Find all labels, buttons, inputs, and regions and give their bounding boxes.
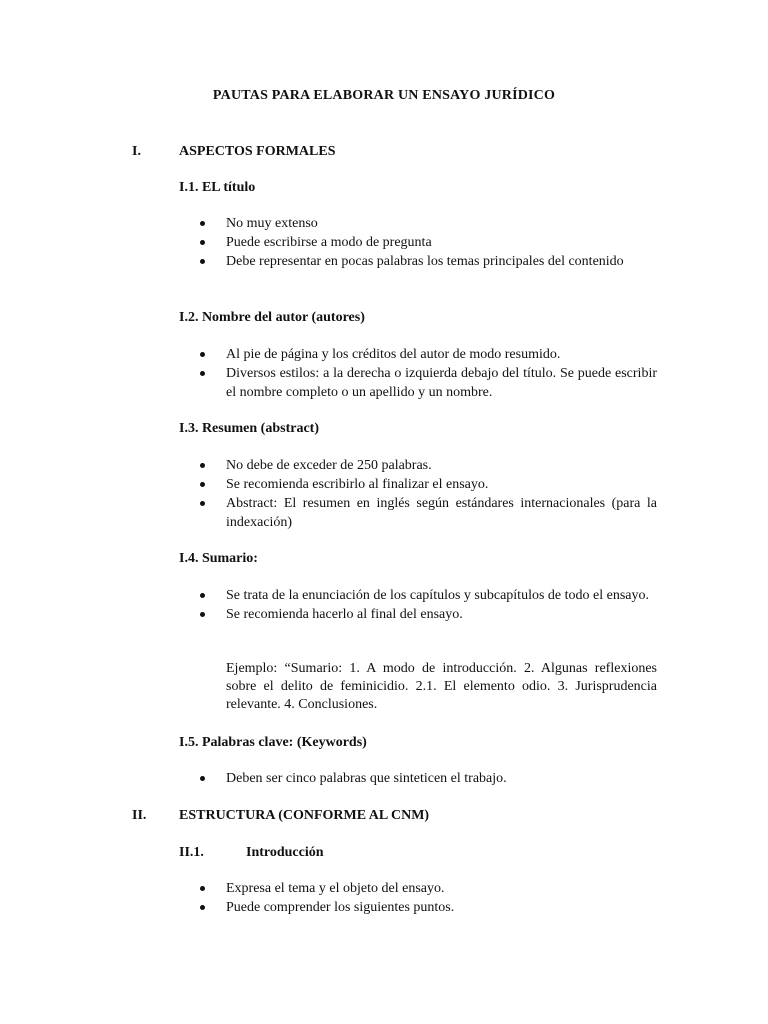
- document-title: PAUTAS PARA ELABORAR UN ENSAYO JURÍDICO: [212, 88, 556, 103]
- subsection-heading: I.4. Sumario:: [179, 551, 258, 566]
- bullet-icon: [200, 463, 205, 468]
- subsection-heading: Introducción: [246, 845, 324, 860]
- subsection-number: II.1.: [179, 845, 204, 860]
- bullet-icon: [200, 259, 205, 264]
- bullet-list: [200, 879, 657, 917]
- section-title: ESTRUCTURA (CONFORME AL CNM): [179, 808, 430, 823]
- subsection-heading: I.2. Nombre del autor (autores): [179, 310, 365, 325]
- bullet-list: [200, 345, 657, 402]
- list-item: Puede escribirse a modo de pregunta: [200, 233, 657, 252]
- bullet-list: [200, 769, 657, 788]
- subsection-heading: I.5. Palabras clave: (Keywords): [179, 735, 367, 750]
- bullet-icon: [200, 776, 205, 781]
- subsection-heading: I.3. Resumen (abstract): [179, 421, 319, 436]
- list-item: No muy extenso: [200, 214, 657, 233]
- list-item: Al pie de página y los créditos del autor de modo resumido.: [200, 345, 657, 364]
- bullet-icon: [200, 221, 205, 226]
- list-item: Abstract: El resumen en inglés según estándares internacionales (para la indexación): [200, 494, 657, 532]
- section-number: II.: [132, 808, 147, 823]
- list-item: Debe representar en pocas palabras los temas principales del contenido: [200, 252, 657, 271]
- bullet-icon: [200, 371, 205, 376]
- bullet-icon: [200, 886, 205, 891]
- list-item: Expresa el tema y el objeto del ensayo.: [200, 879, 657, 898]
- list-item: Se trata de la enunciación de los capítulos y subcapítulos de todo el ensayo.: [200, 586, 657, 605]
- list-item: Diversos estilos: a la derecha o izquierda debajo del título. Se puede escribir el nombre completo o un apellido y un nombre.: [200, 364, 657, 402]
- bullet-list: [200, 456, 657, 532]
- bullet-icon: [200, 612, 205, 617]
- subsection-heading: I.1. EL título: [179, 180, 256, 195]
- list-item: Se recomienda escribirlo al finalizar el ensayo.: [200, 475, 657, 494]
- list-item: Puede comprender los siguientes puntos.: [200, 898, 657, 917]
- example-paragraph: Ejemplo: “Sumario: 1. A modo de introducción. 2. Algunas reflexiones sobre el delito de feminicidio. 2.1. El elemento odio. 3. Jurisprudencia relevante. 4. Conclusiones.: [226, 661, 657, 712]
- bullet-icon: [200, 240, 205, 245]
- bullet-icon: [200, 352, 205, 357]
- bullet-icon: [200, 593, 205, 598]
- bullet-icon: [200, 501, 205, 506]
- section-number: I.: [132, 144, 141, 159]
- section-title: ASPECTOS FORMALES: [179, 144, 336, 159]
- bullet-icon: [200, 905, 205, 910]
- bullet-list: [200, 214, 657, 271]
- list-item: No debe de exceder de 250 palabras.: [200, 456, 657, 475]
- list-item: Deben ser cinco palabras que sinteticen el trabajo.: [200, 769, 657, 788]
- bullet-icon: [200, 482, 205, 487]
- list-item: Se recomienda hacerlo al final del ensayo.: [200, 605, 657, 624]
- bullet-list: [200, 586, 657, 624]
